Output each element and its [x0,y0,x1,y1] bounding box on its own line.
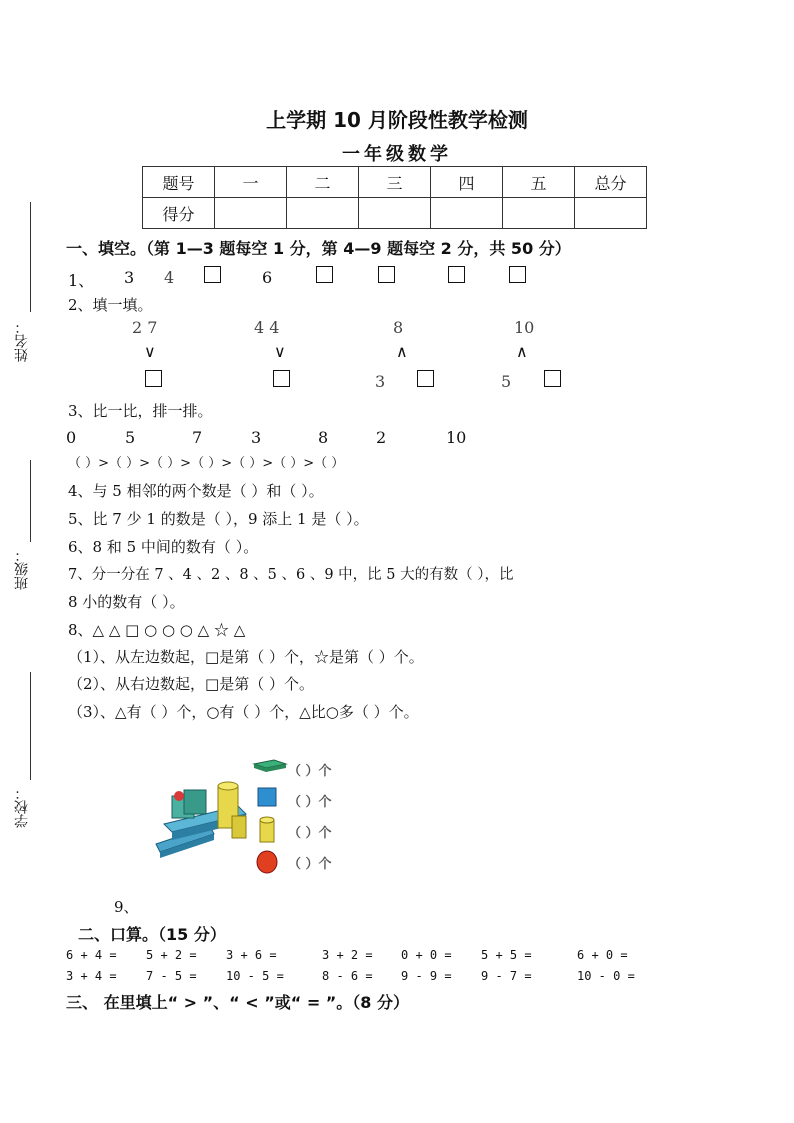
score-input-cell[interactable] [575,198,647,229]
q1-item: 6 [262,268,273,287]
q3-number: 0 [66,428,77,447]
binding-line [30,672,31,780]
score-input-cell[interactable] [215,198,287,229]
q3-number: 3 [251,428,262,447]
score-input-cell[interactable] [431,198,503,229]
score-header-cell: 四 [431,167,503,198]
q2-tree-symbol: ∧ [396,342,408,361]
score-input-cell[interactable] [287,198,359,229]
score-table [142,166,647,229]
score-table-header-row [143,167,647,198]
mental-math-item: 7 - 5 = [146,969,197,983]
score-header-cell: 一 [215,167,287,198]
q9-label: 9、 [114,898,139,916]
name-label: 姓名： [14,320,30,362]
score-header-cell: 三 [359,167,431,198]
q8-sub3: （3）、△有（ ）个，○有（ ）个，△比○多（ ）个。 [68,703,419,721]
section1-heading: 一、填空。（第 1—3 题每空 1 分，第 4—9 题每空 2 分，共 50 分） [66,239,571,258]
q4-text: 4、与 5 相邻的两个数是（ ）和（ ）。 [68,482,324,500]
q2-tree-symbol: ∨ [144,342,156,361]
score-header-cell: 二 [287,167,359,198]
q2-tree-top: 4 4 [254,318,280,337]
section3-heading: 三、 在里填上“ > ”、“ < ”或“ = ”。（8 分） [66,993,410,1012]
mental-math-item: 3 + 6 = [226,948,277,962]
mental-math-item: 8 - 6 = [322,969,373,983]
mental-math-item: 5 + 5 = [481,948,532,962]
score-table-score-row [143,198,647,229]
q9-legend-count[interactable]: （ ）个 [288,857,332,872]
score-header-cell: 五 [503,167,575,198]
q3-number: 5 [125,428,136,447]
q2-blank-box[interactable] [417,370,434,387]
binding-line [30,202,31,312]
q3-blanks[interactable]: （ ）>（ ）>（ ）>（ ）>（ ）>（ ）>（ ） [68,456,345,471]
q3-number: 2 [376,428,387,447]
mental-math-item: 3 + 2 = [322,948,373,962]
mental-math-item: 10 - 0 = [577,969,635,983]
q9-legend-count[interactable]: （ ）个 [288,826,332,841]
q6-text: 6、8 和 5 中间的数有（ ）。 [68,538,259,556]
q1-blank-box[interactable] [509,266,526,283]
mental-math-item: 3 + 4 = [66,969,117,983]
mental-math-item: 0 + 0 = [401,948,452,962]
score-row-label: 得分 [143,198,215,229]
q1-blank-box[interactable] [378,266,395,283]
section2-heading: 二、口算。（15 分） [78,925,226,944]
mental-math-item: 9 - 7 = [481,969,532,983]
q2-tree-symbol: ∨ [274,342,286,361]
q2-tree-top: 2 7 [132,318,158,337]
q8-sub1: （1）、从左边数起，□是第（ ）个，☆是第（ ）个。 [68,648,424,666]
mental-math-item: 10 - 5 = [226,969,284,983]
q2-tree-top: 8 [393,318,404,337]
q1-label: 1、 [68,271,95,290]
q3-label: 3、比一比，排一排。 [68,402,213,420]
binding-line [30,460,31,542]
score-input-cell[interactable] [359,198,431,229]
mental-math-item: 6 + 0 = [577,948,628,962]
q1-blank-box[interactable] [204,266,221,283]
q2-tree-top: 10 [514,318,535,337]
mental-math-item: 5 + 2 = [146,948,197,962]
q2-label: 2、填一填。 [68,296,153,314]
q2-tree-symbol: ∧ [516,342,528,361]
mental-math-item: 9 - 9 = [401,969,452,983]
q2-blank-box[interactable] [273,370,290,387]
q2-blank-box[interactable] [544,370,561,387]
q8-shapes: 8、△ △ □ ○ ○ ○ △ ☆ △ [68,621,246,639]
school-label: 学校： [14,786,30,828]
q3-number: 8 [318,428,329,447]
score-input-cell[interactable] [503,198,575,229]
q2-tree-given: 5 [501,372,512,391]
q7-text-line2: 8 小的数有（ ）。 [68,593,185,611]
q1-blank-box[interactable] [448,266,465,283]
score-header-cell: 总分 [575,167,647,198]
class-label: 班级： [14,548,30,590]
mental-math-item: 6 + 4 = [66,948,117,962]
q2-blank-box[interactable] [145,370,162,387]
score-header-cell: 题号 [143,167,215,198]
q8-sub2: （2）、从右边数起，□是第（ ）个。 [68,675,314,693]
q9-legend-count[interactable]: （ ）个 [288,795,332,810]
q9-legend-count[interactable]: （ ）个 [288,764,332,779]
q3-number: 7 [192,428,203,447]
q1-blank-box[interactable] [316,266,333,283]
q7-text-line1: 7、分一分在 7 、4 、2 、8 、5 、6 、9 中，比 5 大的有数（ ），比 [68,567,514,583]
q3-number: 10 [446,428,467,447]
q1-item: 3 [124,268,135,287]
page-title: 上学期 10 月阶段性教学检测 [266,108,528,132]
q1-item: 4 [164,268,175,287]
q5-text: 5、比 7 少 1 的数是（ ），9 添上 1 是（ ）。 [68,510,369,528]
q2-tree-given: 3 [375,372,386,391]
page-subtitle: 一年级数学 [342,144,452,165]
